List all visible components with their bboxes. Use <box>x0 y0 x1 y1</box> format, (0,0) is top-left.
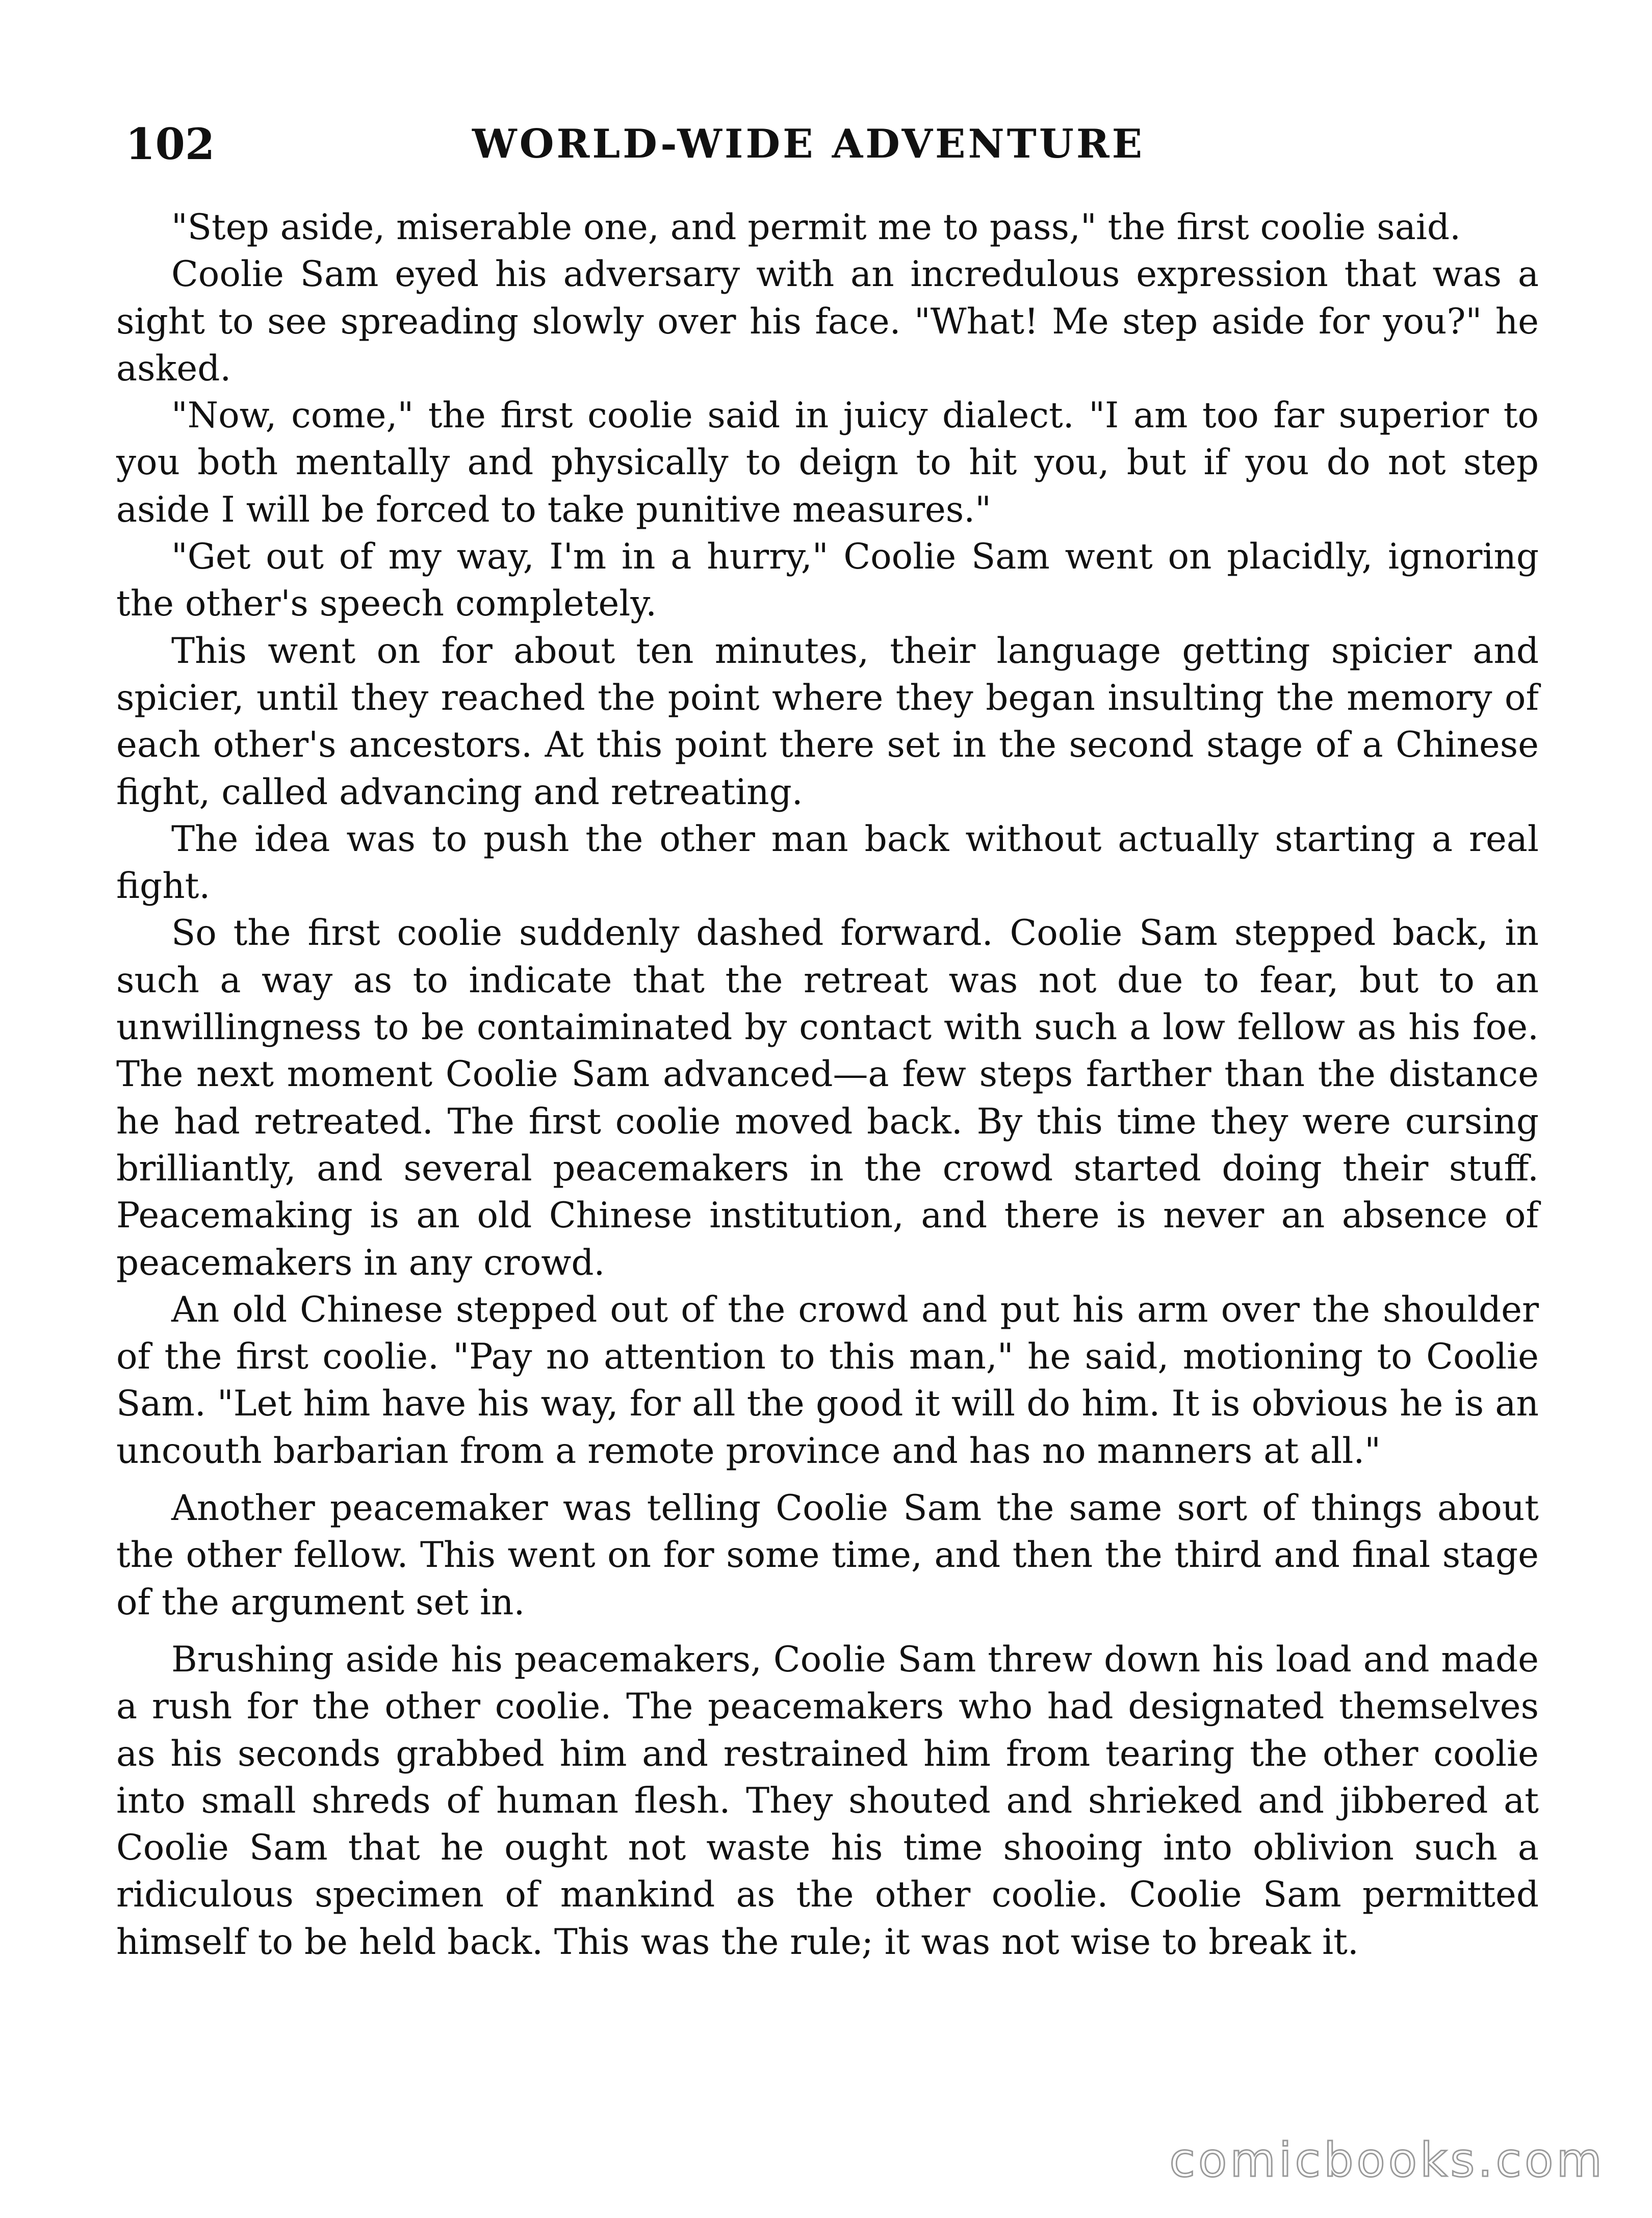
paragraph: Another peacemaker was telling Coolie Sam the same sort of things about the other fellow. This went on for some time, and then the third and final stage of the argument set in. <box>116 1488 1539 1623</box>
paragraph: The idea was to push the other man back without actually starting a real fight. <box>116 818 1539 907</box>
page-header <box>125 116 1538 172</box>
paragraph: An old Chinese stepped out of the crowd and put his arm over the shoulder of the first coolie. "Pay no attention to this man," he said, motioning to Coolie Sam. "Let him have his way, for all the good it will do him. It is obvious he is an uncouth barbarian from a remote province and has no manners at all." <box>116 1289 1539 1472</box>
paragraph: "Step aside, miserable one, and permit me to pass," the first coolie said. <box>171 207 1461 248</box>
watermark: comicbooks.com <box>1169 2133 1605 2187</box>
paragraph: "Get out of my way, I'm in a hurry," Coolie Sam went on placidly, ignoring the other's speech completely. <box>116 536 1539 625</box>
body-text <box>116 204 1539 1966</box>
running-title: WORLD-WIDE ADVENTURE <box>472 121 1145 167</box>
paragraph: "Now, come," the first coolie said in juicy dialect. "I am too far superior to you both mentally and physically to deign to hit you, but if you do not step aside I will be forced to take punitive measures." <box>116 395 1539 530</box>
paragraph: Brushing aside his peacemakers, Coolie Sam threw down his load and made a rush for the other coolie. The peacemakers who had designated themselves as his seconds grabbed him and restrained him from tearing the other coolie into small shreds of human flesh. They shouted and shrieked and jibbered at Coolie Sam that he ought not waste his time shooing into oblivion such a ridiculous specimen of mankind as the other coolie. Coolie Sam permitted himself to be held back. This was the rule; it was not wise to break it. <box>116 1639 1539 1963</box>
paragraph: Coolie Sam eyed his adversary with an incredulous expression that was a sight to see spreading slowly over his face. "What! Me step aside for you?" he asked. <box>116 254 1539 389</box>
paragraph: So the first coolie suddenly dashed forward. Coolie Sam stepped back, in such a way as to indicate that the retreat was not due to fear, but to an unwillingness to be contaiminated by contact with such a low fellow as his foe. The next moment Coolie Sam advanced—a few steps farther than the distance he had retreated. The first coolie moved back. By this time they were cursing brilliantly, and several peacemakers in the crowd started doing their stuff. Peacemaking is an old Chinese institution, and there is never an absence of peacemakers in any crowd. <box>116 913 1539 1283</box>
paragraph: This went on for about ten minutes, their language getting spicier and spicier, until they reached the point where they began insulting the memory of each other's ancestors. At this point there set in the second stage of a Chinese fight, called advancing and retreating. <box>116 630 1539 813</box>
page-number: 102 <box>125 119 215 169</box>
